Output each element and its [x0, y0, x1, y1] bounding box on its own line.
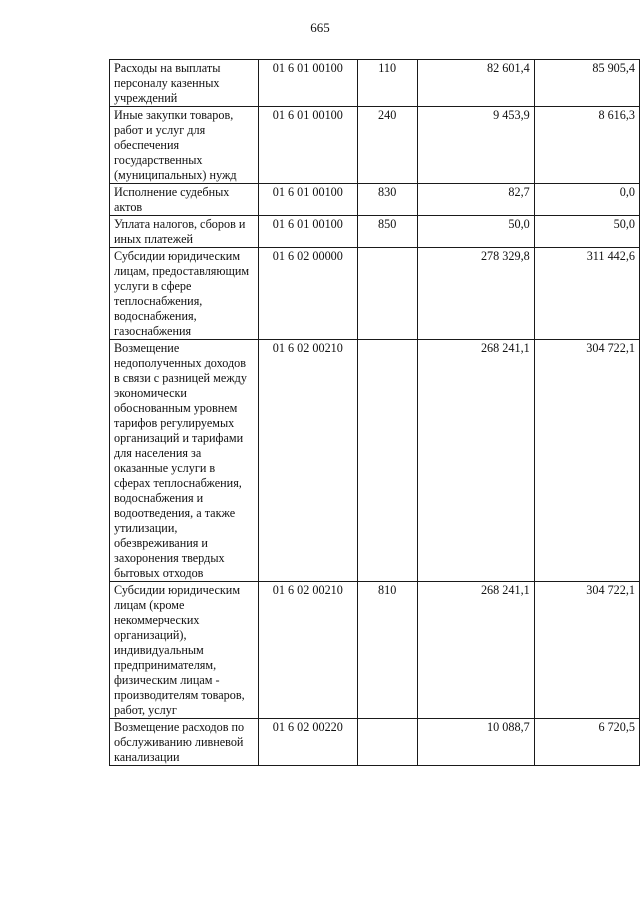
row-code-cell: 01 6 01 00100: [259, 184, 358, 216]
row-name-cell: Иные закупки товаров, работ и услуг для обеспечения государственных (муниципальных) нужд: [110, 107, 259, 184]
table-row: [110, 107, 640, 184]
table-row: [110, 719, 640, 766]
row-value2-cell: 0,0: [534, 184, 639, 216]
row-value1-cell: 10 088,7: [417, 719, 534, 766]
row-code-cell: 01 6 01 00100: [259, 60, 358, 107]
row-type-cell: [357, 248, 417, 340]
row-value2-cell: 304 722,1: [534, 340, 639, 582]
row-value2-cell: 50,0: [534, 216, 639, 248]
row-name-cell: Возмещение недополученных доходов в связи с разницей между экономически обоснованным уровнем тарифов регулируемых организаций и тарифами для населения за оказанные услуги в сферах теплоснабжения, водоснабжения и водоотведения, а также утилизации, обезвреживания и захоронения твердых бытовых отходов: [110, 340, 259, 582]
row-name-cell: Уплата налогов, сборов и иных платежей: [110, 216, 259, 248]
row-type-cell: 240: [357, 107, 417, 184]
row-type-cell: 830: [357, 184, 417, 216]
page-number: 665: [310, 20, 330, 35]
row-name-cell: Субсидии юридическим лицам, предоставляющим услуги в сфере теплоснабжения, водоснабжения, газоснабжения: [110, 248, 259, 340]
row-code-cell: 01 6 01 00100: [259, 216, 358, 248]
row-value2-cell: 6 720,5: [534, 719, 639, 766]
budget-table-body: [110, 60, 640, 766]
row-value1-cell: 82,7: [417, 184, 534, 216]
table-row: [110, 184, 640, 216]
table-row: [110, 582, 640, 719]
row-value1-cell: 50,0: [417, 216, 534, 248]
row-type-cell: [357, 719, 417, 766]
row-value1-cell: 268 241,1: [417, 340, 534, 582]
row-code-cell: 01 6 01 00100: [259, 107, 358, 184]
row-value2-cell: 311 442,6: [534, 248, 639, 340]
row-value2-cell: 304 722,1: [534, 582, 639, 719]
row-value2-cell: 8 616,3: [534, 107, 639, 184]
table-row: [110, 248, 640, 340]
row-code-cell: 01 6 02 00210: [259, 582, 358, 719]
table-row: [110, 216, 640, 248]
row-value1-cell: 9 453,9: [417, 107, 534, 184]
row-name-cell: Возмещение расходов по обслуживанию ливневой канализации: [110, 719, 259, 766]
row-value2-cell: 85 905,4: [534, 60, 639, 107]
row-code-cell: 01 6 02 00220: [259, 719, 358, 766]
row-type-cell: [357, 340, 417, 582]
row-name-cell: Исполнение судебных актов: [110, 184, 259, 216]
table-row: [110, 60, 640, 107]
table-row: [110, 340, 640, 582]
row-name-cell: Субсидии юридическим лицам (кроме некоммерческих организаций), индивидуальным предпринимателям, физическим лицам - производителям товаров, работ, услуг: [110, 582, 259, 719]
row-type-cell: 110: [357, 60, 417, 107]
row-name-cell: Расходы на выплаты персоналу казенных учреждений: [110, 60, 259, 107]
row-value1-cell: 278 329,8: [417, 248, 534, 340]
row-value1-cell: 268 241,1: [417, 582, 534, 719]
row-code-cell: 01 6 02 00000: [259, 248, 358, 340]
row-type-cell: 810: [357, 582, 417, 719]
row-value1-cell: 82 601,4: [417, 60, 534, 107]
row-code-cell: 01 6 02 00210: [259, 340, 358, 582]
row-type-cell: 850: [357, 216, 417, 248]
budget-table: [109, 59, 640, 766]
